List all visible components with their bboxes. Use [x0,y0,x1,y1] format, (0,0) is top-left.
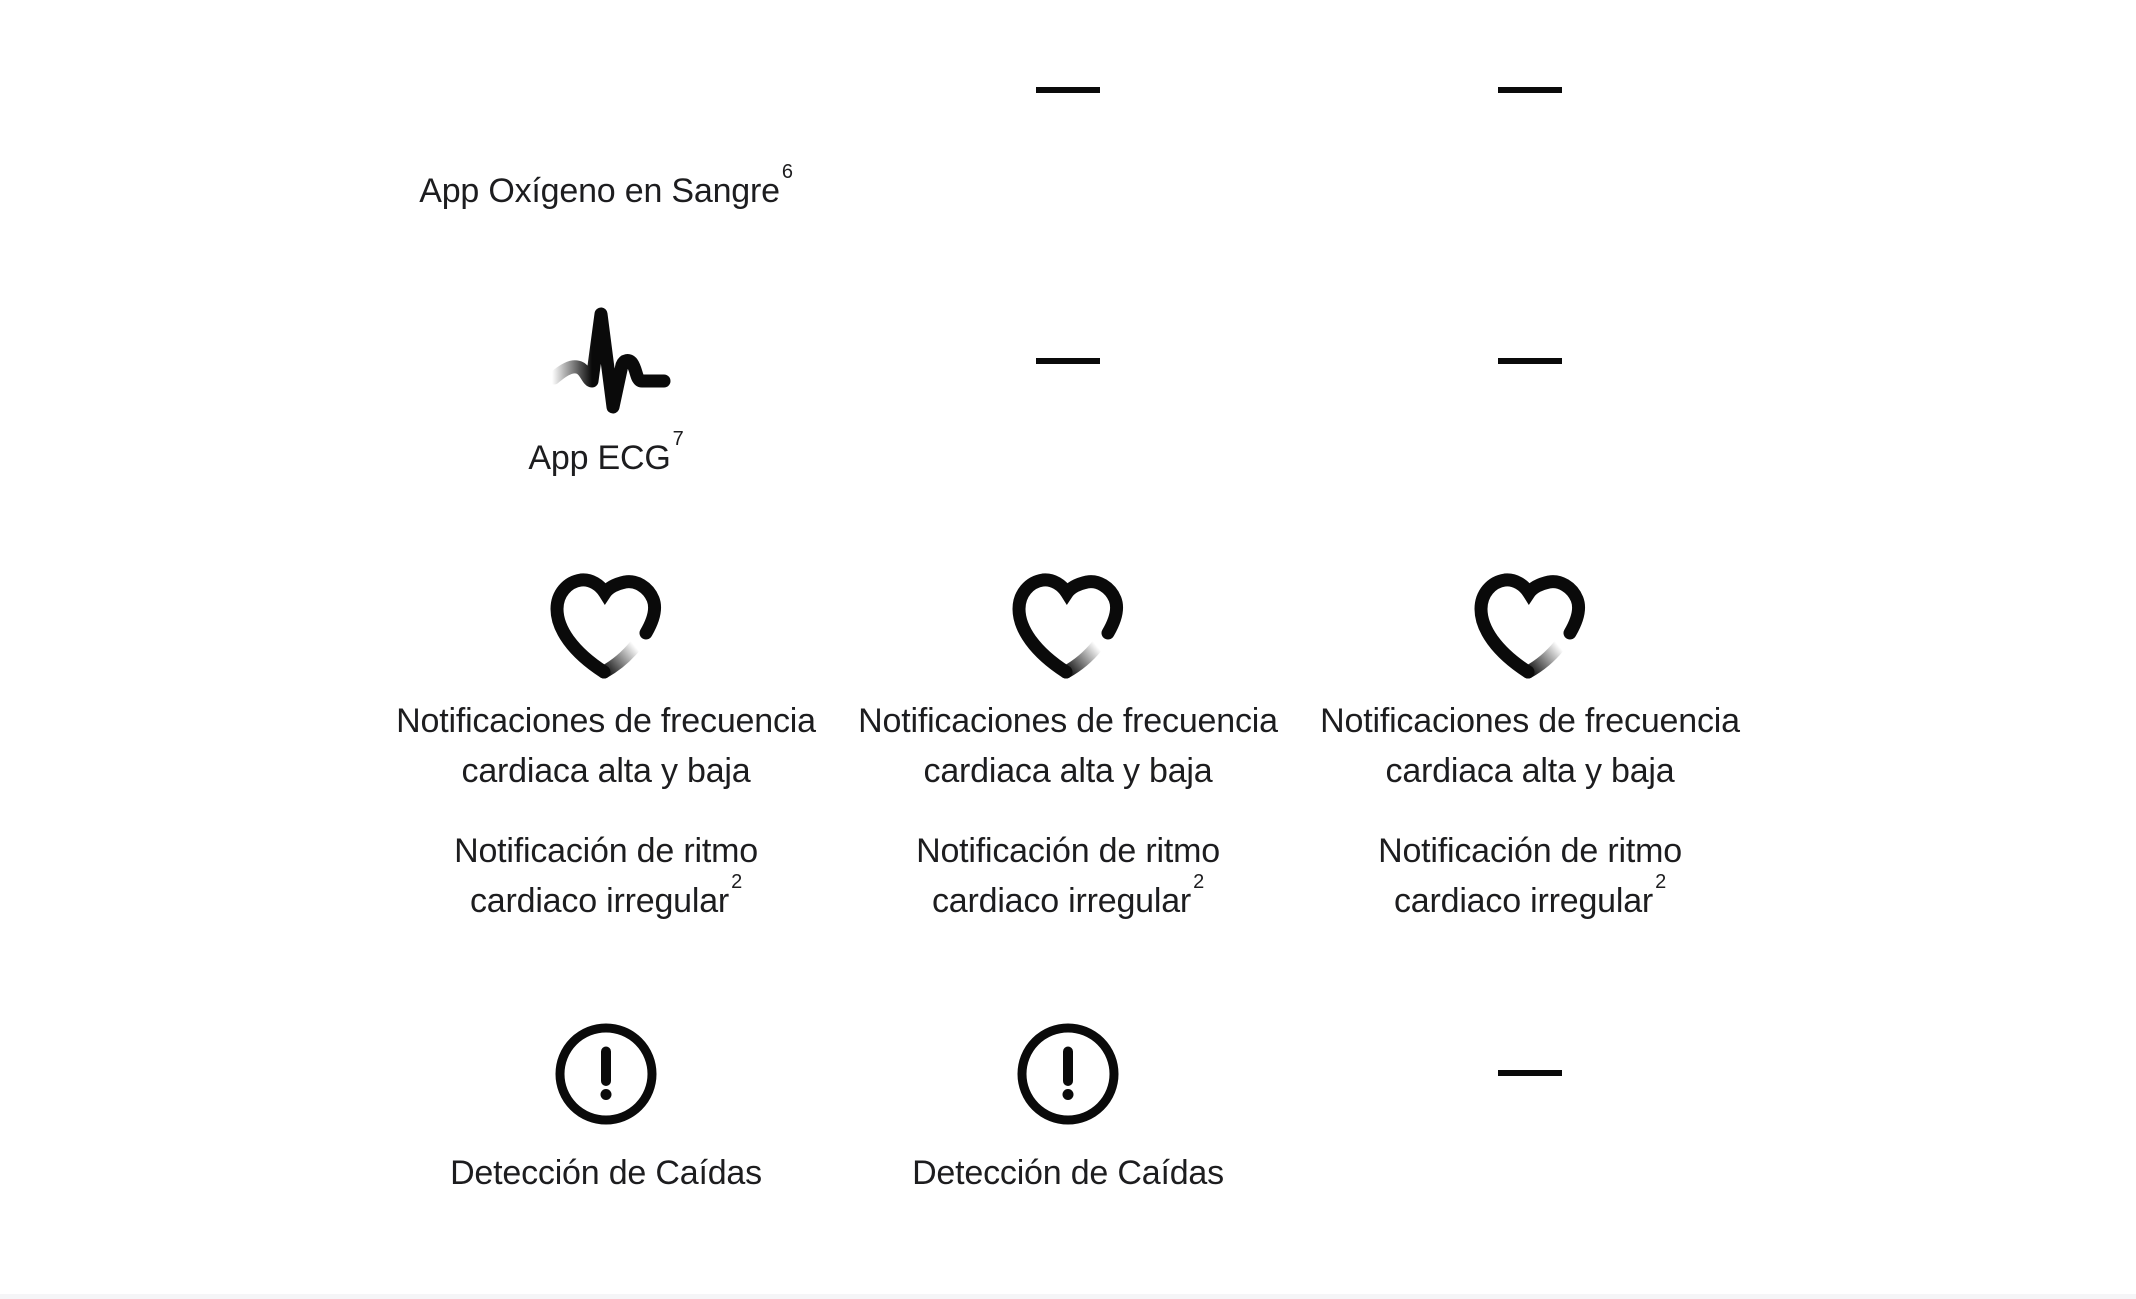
not-available-dash [1498,1070,1562,1076]
heart-outline-icon [549,572,663,680]
next-section-edge [0,1294,2136,1299]
feature-label-fall-detection: Detección de Caídas [912,1154,1224,1192]
feature-label-ecg: App ECG$^7$ [528,427,684,477]
feature-label-heart-rate-notifications: Notificaciones de frecuencia cardiaca alta y baja [1320,702,1740,790]
footnote-marker: 2 [731,870,742,893]
feature-label-fall-detection: Detección de Caídas [450,1154,762,1192]
footnote-marker: 6 [781,160,793,183]
feature-label-irregular-rhythm: Notificación de ritmo cardiaco irregular$^2$ [454,832,758,920]
feature-label-irregular-rhythm: Notificación de ritmo cardiaco irregular$^2$ [916,832,1220,920]
footnote-marker: 2 [1193,870,1204,893]
footnote-marker: 2 [1655,870,1666,893]
not-available-dash [1498,87,1562,93]
exclamation-circle-icon [1016,1022,1120,1126]
feature-label-blood-oxygen: App Oxígeno en Sangre$^6$ [419,160,793,210]
exclamation-circle-icon [554,1022,658,1126]
ecg-waveform-icon [550,303,672,415]
feature-label-heart-rate-notifications: Notificaciones de frecuencia cardiaca alta y baja [858,702,1278,790]
feature-label-heart-rate-notifications: Notificaciones de frecuencia cardiaca alta y baja [396,702,816,790]
heart-outline-icon [1473,572,1587,680]
feature-label-irregular-rhythm: Notificación de ritmo cardiaco irregular$^2$ [1378,832,1682,920]
heart-outline-icon [1011,572,1125,680]
not-available-dash [1036,358,1100,364]
not-available-dash [1036,87,1100,93]
not-available-dash [1498,358,1562,364]
footnote-marker: 7 [672,427,684,450]
